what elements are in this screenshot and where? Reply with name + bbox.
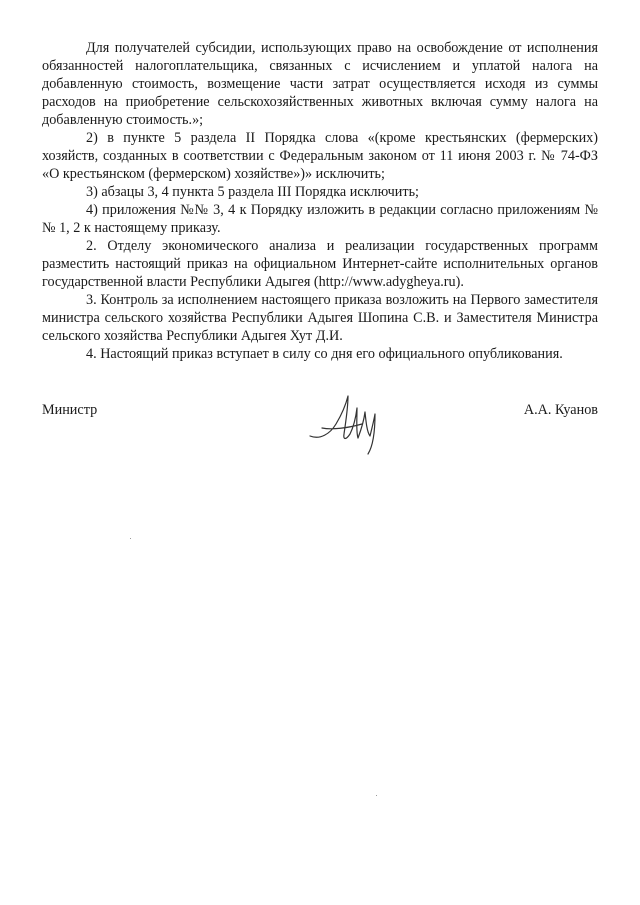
scan-speck bbox=[376, 795, 377, 796]
signature-block bbox=[42, 402, 598, 462]
paragraph-item-2: 2) в пункте 5 раздела II Порядка слова «(кроме крестьянских (фермерских) хозяйств, созданных в соответствии с Федеральным законом от 11 июня 2003 г. № 74-ФЗ «О крестьянском (фермерском) хозяйстве»)» исключить; bbox=[42, 130, 598, 182]
document-body bbox=[42, 39, 598, 363]
signer-position: Министр bbox=[42, 402, 98, 418]
paragraph-clause-2-publication: 2. Отделу экономического анализа и реализации государственных программ разместить настоящий приказ на официальном Интернет-сайте исполнительных органов государственной власти Республики Адыгея (http://www.adygheya.ru). bbox=[42, 238, 598, 290]
paragraph-vat-exemption: Для получателей субсидии, использующих право на освобождение от исполнения обязанностей налогоплательщика, связанных с исчислением и уплатой налога на добавленную стоимость, возмещение части затрат осуществляется исходя из суммы расходов на приобретение сельскохозяйственных животных включая сумму налога на добавленную стоимость.»; bbox=[42, 40, 598, 128]
paragraph-item-3: 3) абзацы 3, 4 пункта 5 раздела III Порядка исключить; bbox=[86, 184, 419, 200]
handwritten-signature bbox=[302, 390, 412, 460]
paragraph-clause-3-control: 3. Контроль за исполнением настоящего приказа возложить на Первого заместителя министра сельского хозяйства Республики Адыгея Шопина С.В. и Заместителя Министра сельского хозяйства Республики Адыгея Хут Д.И. bbox=[42, 292, 598, 344]
scan-speck bbox=[130, 538, 131, 539]
paragraph-clause-4-effective: 4. Настоящий приказ вступает в силу со дня его официального опубликования. bbox=[86, 346, 563, 362]
signer-name: А.А. Куанов bbox=[523, 402, 598, 418]
paragraph-item-4: 4) приложения №№ 3, 4 к Порядку изложить в редакции согласно приложениям №№ 1, 2 к настоящему приказу. bbox=[42, 202, 598, 236]
